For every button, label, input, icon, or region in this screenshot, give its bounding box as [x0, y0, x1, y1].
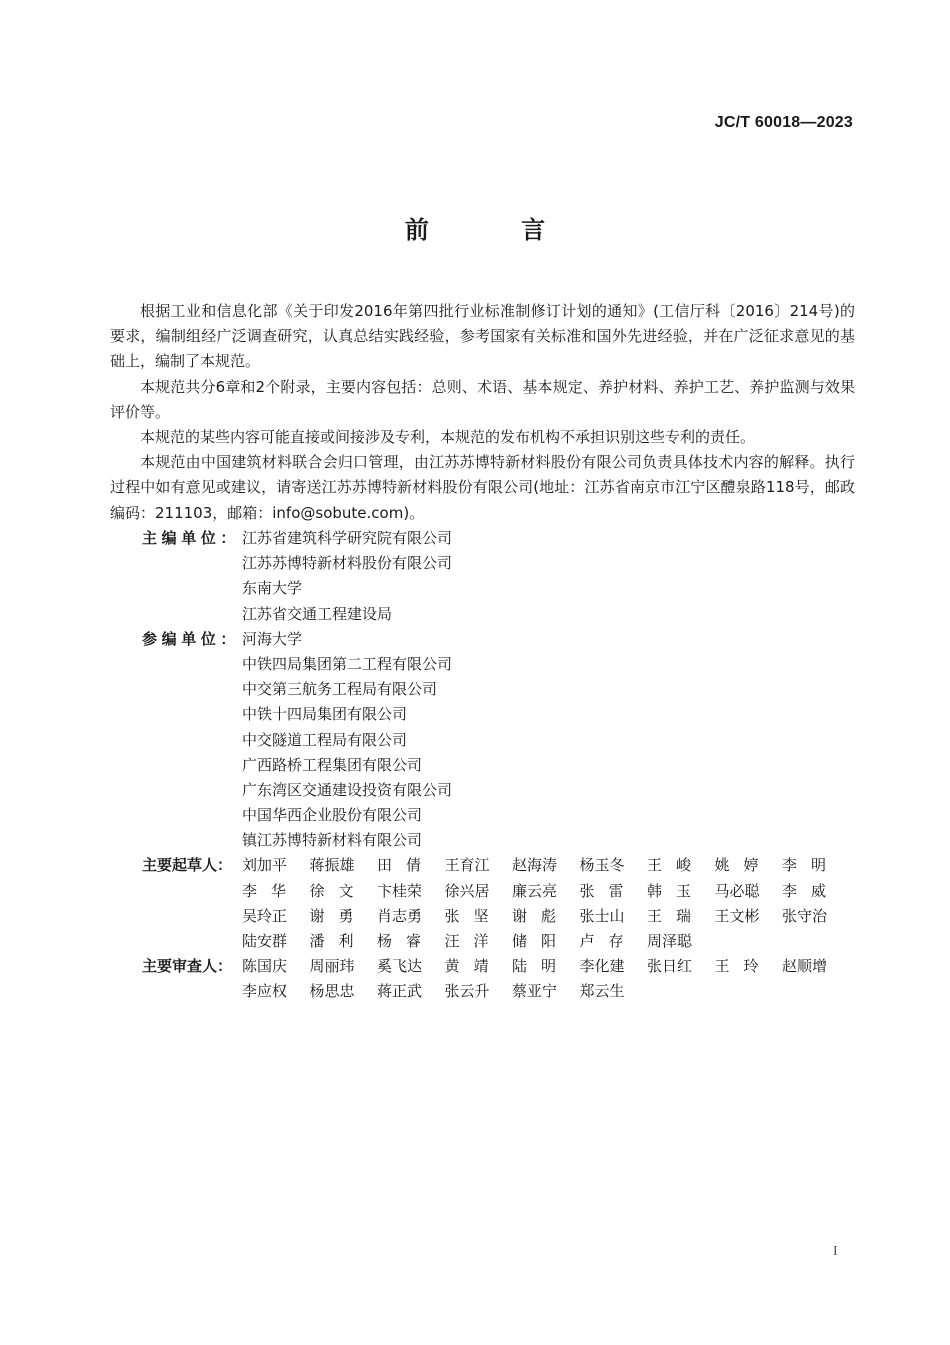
- person-name: 杨睿: [377, 932, 436, 950]
- chief-units-row: [142, 526, 852, 551]
- person-name: 李华: [242, 881, 301, 900]
- person-name: 张士山: [579, 906, 625, 925]
- credits-section: [142, 526, 852, 1005]
- paragraph: 本规范由中国建筑材料联合会归口管理，由江苏苏博特新材料股份有限公司负责具体技术内容的解释。执行过程中如有意见或建议，请寄送江苏苏博特新材料股份有限公司(地址：江苏省南京市江宁区醴泉路118号，邮政编码：211103，邮箱：info@sobute.com)。: [110, 453, 855, 522]
- name-list: [242, 879, 850, 904]
- drafters-label: 主要起草人：: [142, 856, 233, 875]
- unit-name: 中交隧道工程局有限公司: [242, 730, 408, 749]
- chief-units-row: [142, 576, 852, 601]
- person-name: 王育江: [444, 856, 490, 875]
- reviewers-row: [142, 979, 852, 1004]
- person-name: 周泽聪: [647, 932, 693, 950]
- label-spacer: [142, 929, 242, 954]
- reviewers-row: [142, 954, 852, 979]
- paragraph: 根据工业和信息化部《关于印发2016年第四批行业标准制修订计划的通知》(工信厅科〔2016〕214号)的要求，编制组经广泛调查研究，认真总结实践经验，参考国家有关标准和国外先进经验，并在广泛征求意见的基础上，编制了本规范。: [110, 302, 855, 371]
- person-name: 徐兴居: [444, 881, 490, 900]
- chief-units-row: [142, 551, 852, 576]
- person-name: 储阳: [512, 932, 571, 950]
- person-name: 徐文: [309, 881, 368, 900]
- person-name: 谢勇: [309, 906, 368, 925]
- document-number: JC/T 60018—2023: [714, 114, 853, 131]
- label-spacer: [142, 979, 242, 1004]
- unit-name: 江苏省建筑科学研究院有限公司: [242, 529, 453, 547]
- unit-name: 广东湾区交通建设投资有限公司: [242, 780, 453, 799]
- chief-units-row: [142, 602, 852, 627]
- unit-name: 河海大学: [242, 629, 303, 648]
- person-name: 陆安群: [242, 932, 288, 950]
- unit-name: 中铁四局集团第二工程有限公司: [242, 654, 453, 673]
- person-name: 蒋振雄: [309, 856, 355, 875]
- participating-units-row: [142, 728, 852, 753]
- label-spacer: [142, 904, 242, 929]
- person-name: 刘加平: [242, 856, 288, 875]
- name-list: [242, 979, 647, 1004]
- unit-name: 江苏苏博特新材料股份有限公司: [242, 554, 453, 573]
- participating-units-row: [142, 803, 852, 828]
- drafters-row: [142, 929, 852, 954]
- drafters-row: [142, 879, 852, 904]
- participating-units-row: [142, 652, 852, 677]
- name-list: [242, 853, 850, 878]
- person-name: 卢存: [579, 932, 638, 950]
- participating-units-row: [142, 753, 852, 778]
- person-name: 张日红: [647, 957, 693, 976]
- person-name: 郑云生: [579, 982, 625, 1001]
- person-name: 卞桂荣: [377, 881, 423, 900]
- participating-units-row: [142, 677, 852, 702]
- paragraph: 本规范的某些内容可能直接或间接涉及专利，本规范的发布机构不承担识别这些专利的责任。: [140, 428, 756, 447]
- drafters-row: [142, 853, 852, 878]
- participating-units-row: [142, 627, 852, 652]
- person-name: 谢彪: [512, 906, 571, 925]
- person-name: 李威: [782, 881, 841, 900]
- person-name: 张坚: [444, 906, 503, 925]
- label-spacer: [142, 879, 242, 904]
- person-name: 韩玉: [647, 881, 706, 900]
- participating-units-row: [142, 828, 852, 853]
- person-name: 张雷: [579, 881, 638, 900]
- person-name: 张守治: [782, 906, 828, 925]
- person-name: 蔡亚宁: [512, 982, 558, 1001]
- person-name: 汪洋: [444, 932, 503, 950]
- person-name: 蒋正武: [377, 982, 423, 1001]
- unit-name: 中铁十四局集团有限公司: [242, 705, 408, 724]
- person-name: 肖志勇: [377, 906, 423, 925]
- person-name: 黄靖: [444, 957, 503, 976]
- unit-name: 镇江苏博特新材料有限公司: [242, 831, 423, 850]
- person-name: 吴玲正: [242, 906, 288, 925]
- name-list: [242, 929, 715, 954]
- chief-units-label: 主编单位：: [142, 529, 241, 547]
- person-name: 杨玉冬: [579, 856, 625, 875]
- unit-name: 中国华西企业股份有限公司: [242, 806, 423, 825]
- name-list: [242, 904, 850, 929]
- reviewers-label: 主要审查人：: [142, 957, 233, 976]
- person-name: 赵顺增: [782, 957, 828, 976]
- unit-name: 广西路桥工程集团有限公司: [242, 755, 423, 774]
- paragraph: 本规范共分6章和2个附录，主要内容包括：总则、术语、基本规定、养护材料、养护工艺、养护监测与效果评价等。: [110, 377, 855, 421]
- unit-name: 中交第三航务工程局有限公司: [242, 680, 438, 699]
- unit-name: 东南大学: [242, 579, 303, 598]
- page-title: 前 言: [404, 216, 588, 244]
- unit-name: 江苏省交通工程建设局: [242, 604, 393, 623]
- page-number: I: [833, 1244, 838, 1259]
- person-name: 马必聪: [714, 881, 760, 900]
- person-name: 杨思忠: [309, 982, 355, 1001]
- reviewers-block: [142, 954, 852, 1004]
- person-name: 陆明: [512, 957, 571, 976]
- person-name: 陈国庆: [242, 957, 288, 976]
- person-name: 潘利: [309, 932, 368, 950]
- person-name: 张云升: [444, 982, 490, 1001]
- person-name: 廉云亮: [512, 881, 558, 900]
- participating-units-row: [142, 778, 852, 803]
- participating-units-label: 参编单位：: [142, 629, 241, 648]
- name-list: [242, 954, 850, 979]
- drafters-row: [142, 904, 852, 929]
- person-name: 王峻: [647, 856, 706, 875]
- person-name: 周丽玮: [309, 957, 355, 976]
- participating-units-row: [142, 702, 852, 727]
- person-name: 姚婷: [714, 856, 773, 875]
- person-name: 奚飞达: [377, 957, 423, 976]
- person-name: 李应权: [242, 982, 288, 1001]
- person-name: 李化建: [579, 957, 625, 976]
- person-name: 王文彬: [714, 906, 760, 925]
- drafters-block: [142, 853, 852, 954]
- foreword-body: [110, 299, 855, 526]
- person-name: 赵海涛: [512, 856, 558, 875]
- person-name: 田倩: [377, 856, 436, 875]
- person-name: 李明: [782, 856, 841, 875]
- person-name: 王玲: [714, 957, 773, 976]
- person-name: 王瑞: [647, 906, 706, 925]
